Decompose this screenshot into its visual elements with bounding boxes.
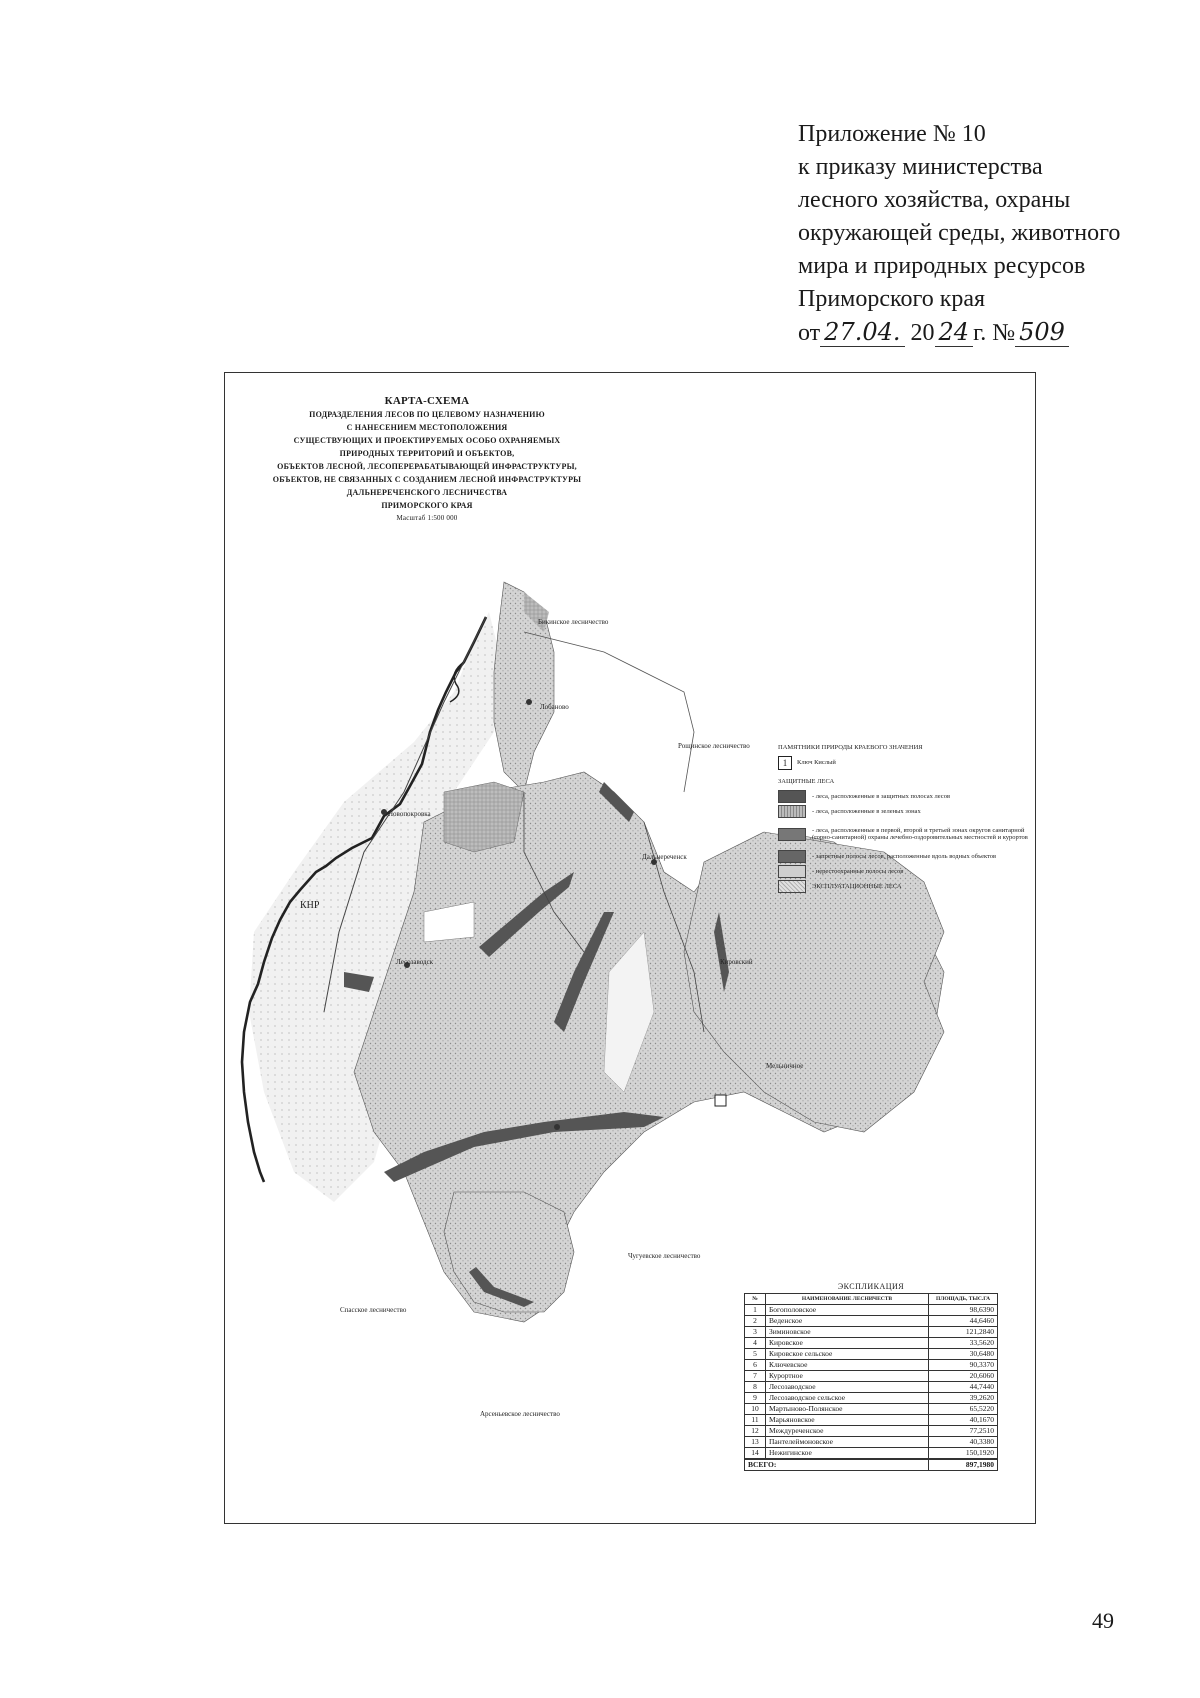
monument-marker [715,1095,726,1106]
legend-monument-row [778,755,1028,770]
table-cell-name: Марьяновское [766,1415,929,1426]
table-cell-area: 20,6060 [929,1371,998,1382]
legend-row [778,804,1028,819]
green-zone-north [444,782,524,852]
title-line: ДАЛЬНЕРЕЧЕНСКОГО ЛЕСНИЧЕСТВА [346,488,508,497]
annex-line: Приморского края [798,286,986,312]
town-label: Кировский [720,958,753,966]
table-cell-n: 6 [745,1360,766,1371]
monument-number-box: 1 [778,756,792,770]
table-cell-name: Курортное [766,1371,929,1382]
neighbor-label-south: Арсеньевское лесничество [480,1410,560,1418]
explication-table [744,1293,998,1471]
legend-label: - леса, расположенные в первой, второй и третьей зонах округов санитарной (горно-санитарной) охраны лечебно-оздоровительных местностей и курортов [812,827,1028,841]
title-line: ПРИМОРСКОГО КРАЯ [381,501,473,510]
column-header: НАИМЕНОВАНИЕ ЛЕСНИЧЕСТВ [766,1294,929,1305]
table-cell-name: Кировское сельское [766,1349,929,1360]
table-row [745,1338,998,1349]
column-header: ПЛОЩАДЬ, ТЫС.ГА [929,1294,998,1305]
title-line: СУЩЕСТВУЮЩИХ И ПРОЕКТИРУЕМЫХ ОСОБО ОХРАНЯЕМЫХ [293,436,561,445]
map-legend [778,744,1028,894]
settlement-marker [381,809,387,815]
explication-block [744,1282,998,1471]
town-label: Дальнереченск [642,853,687,861]
title-line: ОБЪЕКТОВ, НЕ СВЯЗАННЫХ С СОЗДАНИЕМ ЛЕСНОЙ ИНФРАСТРУКТУРЫ [272,475,582,484]
table-cell-name: Лесозаводское сельское [766,1393,929,1404]
map-title [268,395,586,525]
town-label: Мельничное [766,1062,804,1070]
explication-title: ЭКСПЛИКАЦИЯ [837,1282,905,1291]
neighbor-label-southwest: Спасское лесничество [340,1306,407,1314]
handwritten-date: 27.04. [820,318,904,347]
settlement-marker [554,1124,560,1130]
table-cell-area: 98,6390 [929,1305,998,1316]
swatch-grid [778,805,806,818]
title-line: ПРИРОДНЫХ ТЕРРИТОРИЙ И ОБЪЕКТОВ, [339,449,515,458]
table-header-row [745,1294,998,1305]
date-prefix: от [798,320,821,346]
legend-label: - запретные полосы лесов, расположенные вдоль водных объектов [812,853,997,860]
table-cell-n: 7 [745,1371,766,1382]
legend-row [778,819,1028,849]
table-row [745,1316,998,1327]
settlement-marker [526,699,532,705]
table-cell-n: 3 [745,1327,766,1338]
annex-date-line [798,316,1158,350]
country-label: КНР [300,900,320,911]
table-cell-area: 30,6480 [929,1349,998,1360]
annex-line: лесного хозяйства, охраны [798,187,1071,213]
table-cell-area: 44,6460 [929,1316,998,1327]
town-label: Новопокровка [388,810,431,818]
table-cell-area: 77,2510 [929,1426,998,1437]
total-value: 897,1980 [929,1459,998,1471]
table-cell-area: 65,5220 [929,1404,998,1415]
swatch-dark [778,790,806,803]
table-cell-n: 10 [745,1404,766,1415]
table-row [745,1382,998,1393]
table-cell-area: 39,2620 [929,1393,998,1404]
table-cell-n: 1 [745,1305,766,1316]
total-label: ВСЕГО: [745,1459,929,1471]
legend-label: - леса, расположенные в защитных полосах лесов [812,793,951,800]
table-cell-name: Веденское [766,1316,929,1327]
table-row [745,1404,998,1415]
town-label: Лобаново [540,703,569,711]
table-row [745,1393,998,1404]
table-cell-area: 44,7440 [929,1382,998,1393]
legend-label: ЭКСПЛУАТАЦИОННЫЕ ЛЕСА [812,883,902,890]
table-row [745,1437,998,1448]
annex-line: к приказу министерства [798,154,1043,180]
table-cell-name: Междуреченское [766,1426,929,1437]
table-row [745,1360,998,1371]
total-row [745,1459,998,1471]
legend-row [778,864,1028,879]
table-cell-n: 13 [745,1437,766,1448]
table-row [745,1426,998,1437]
table-cell-n: 5 [745,1349,766,1360]
legend-row [778,849,1028,864]
table-cell-name: Лесозаводское [766,1382,929,1393]
town-label: Лесозаводск [396,958,434,966]
table-cell-area: 40,3380 [929,1437,998,1448]
swatch-light [778,865,806,878]
title-line: ПОДРАЗДЕЛЕНИЯ ЛЕСОВ ПО ЦЕЛЕВОМУ НАЗНАЧЕНИЮ [309,410,545,419]
date-century: 20 [910,320,935,346]
table-cell-area: 40,1670 [929,1415,998,1426]
title-line: КАРТА-СХЕМА [384,395,470,407]
map-scale: Масштаб 1:500 000 [396,514,458,522]
annex-line: Приложение № 10 [798,121,986,147]
table-cell-name: Нежигинское [766,1448,929,1460]
handwritten-year: 24 [935,318,974,347]
annex-line: мира и природных ресурсов [798,253,1086,279]
table-cell-name: Мартыново-Полянское [766,1404,929,1415]
swatch-strip [778,850,806,863]
table-cell-name: Пантелеймоновское [766,1437,929,1448]
table-cell-n: 4 [745,1338,766,1349]
table-row [745,1349,998,1360]
handwritten-number: 509 [1015,318,1069,347]
legend-row [778,879,1028,894]
number-prefix: г. № [973,320,1016,346]
table-cell-name: Кировское [766,1338,929,1349]
table-cell-area: 121,2840 [929,1327,998,1338]
swatch-medium [778,828,806,841]
table-row [745,1371,998,1382]
table-cell-n: 8 [745,1382,766,1393]
neighbor-label-southeast: Чугуевское лесничество [628,1252,701,1260]
table-cell-n: 12 [745,1426,766,1437]
table-cell-area: 33,5620 [929,1338,998,1349]
legend-protective-title: ЗАЩИТНЫЕ ЛЕСА [778,778,835,785]
table-cell-n: 14 [745,1448,766,1460]
table-cell-n: 2 [745,1316,766,1327]
annex-line: окружающей среды, животного [798,220,1121,246]
legend-monuments-title: ПАМЯТНИКИ ПРИРОДЫ КРАЕВОГО ЗНАЧЕНИЯ [778,744,923,751]
legend-label: - леса, расположенные в зеленых зонах [812,808,921,815]
table-cell-n: 9 [745,1393,766,1404]
swatch-hatch [778,880,806,893]
table-cell-name: Ключевское [766,1360,929,1371]
legend-label: - нерестоохранные полосы лесов [812,868,904,875]
table-row [745,1327,998,1338]
legend-row [778,789,1028,804]
page-number: 49 [1092,1608,1114,1633]
title-line: С НАНЕСЕНИЕМ МЕСТОПОЛОЖЕНИЯ [346,423,508,432]
title-line: ОБЪЕКТОВ ЛЕСНОЙ, ЛЕСОПЕРЕРАБАТЫВАЮЩЕЙ ИНФРАСТРУКТУРЫ, [277,462,577,471]
table-row [745,1448,998,1460]
table-body [745,1305,998,1460]
table-row [745,1415,998,1426]
monument-name: Ключ Кислый [797,759,836,766]
annex-header [798,118,1158,350]
table-cell-area: 150,1920 [929,1448,998,1460]
table-row [745,1305,998,1316]
table-cell-name: Богополовское [766,1305,929,1316]
table-cell-area: 90,3370 [929,1360,998,1371]
column-header: № [745,1294,766,1305]
neighbor-label-north: Бикинское лесничество [538,618,609,626]
neighbor-label-northeast: Рощинское лесничество [678,742,750,750]
table-cell-n: 11 [745,1415,766,1426]
table-cell-name: Зиминовское [766,1327,929,1338]
